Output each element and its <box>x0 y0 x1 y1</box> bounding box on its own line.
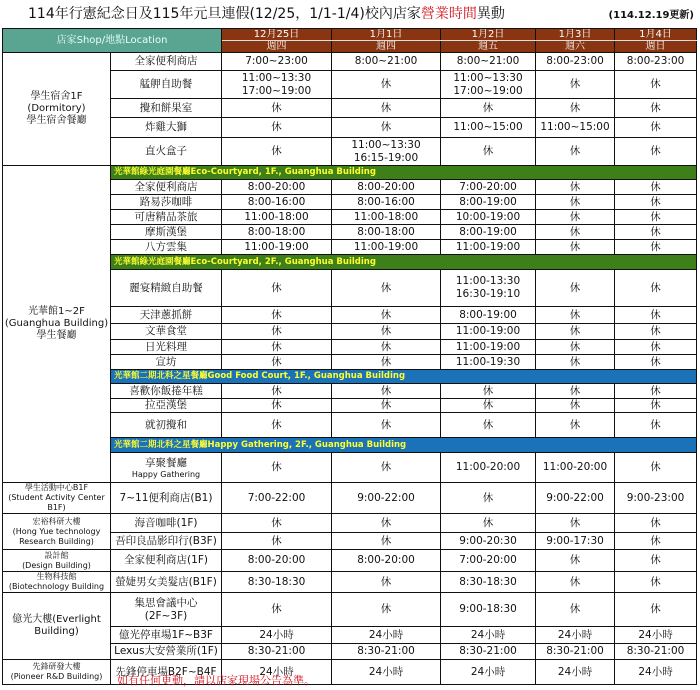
hours-cell: 8:00-19:00 <box>441 195 536 210</box>
shop-name <box>111 483 222 514</box>
hours-cell: 休 <box>441 384 536 399</box>
hours-cell: 11:00-13:30 16:30-19:10 <box>441 270 536 307</box>
shop-name-text: 文華食堂 <box>145 325 187 337</box>
shop-name <box>111 399 222 413</box>
hours-cell: 休 <box>536 138 615 166</box>
hours-cell: 休 <box>332 384 441 399</box>
hours-cell: 休 <box>536 399 615 413</box>
date-header: 1月2日 <box>441 29 536 41</box>
page-title <box>28 3 505 23</box>
hours-cell: 休 <box>615 210 697 225</box>
table-row <box>3 593 697 627</box>
hours-cell: 休 <box>615 118 697 138</box>
hours-cell: 8:30-21:00 <box>332 644 441 660</box>
shop-name-text: 螢婕男女美髮店(B1F) <box>115 575 217 588</box>
table-row <box>3 483 697 514</box>
location-header: 店家Shop/地點Location <box>3 29 222 53</box>
location-label-line: 宏裕科研大樓 <box>32 516 81 526</box>
shop-name <box>111 384 222 399</box>
location-label-line: (Biotechnology Building <box>8 582 105 591</box>
hours-cell: 11:00~15:00 <box>536 118 615 138</box>
hours-cell: 休 <box>222 99 332 118</box>
shop-name-text: 7~11便利商店(B1) <box>119 491 213 504</box>
shop-name <box>111 180 222 195</box>
hours-cell: 8:00~21:00 <box>441 53 536 71</box>
shop-name-text: 集思會議中心 (2F~3F) <box>134 596 198 622</box>
hours-cell: 8:30-21:00 <box>222 644 332 660</box>
hours-cell: 休 <box>615 399 697 413</box>
shop-name-text: 可唐精品茶旅 <box>134 210 198 223</box>
hours-cell: 休 <box>536 514 615 533</box>
shop-name-text: 億光停車場1F~B3F <box>119 628 213 641</box>
hours-cell: 24小時 <box>332 627 441 644</box>
hours-cell: 休 <box>332 340 441 355</box>
location-label-line: 學生活動中心B1F <box>24 483 89 492</box>
shop-name-text: 海音咖啡(1F) <box>134 516 198 529</box>
section-header: 光華館二期北科之星餐廳Good Food Court, 1F., Guanghua Building <box>111 370 697 384</box>
shop-name <box>111 324 222 340</box>
hours-cell: 24小時 <box>536 660 615 685</box>
hours-cell: 休 <box>441 99 536 118</box>
hours-cell: 8:30-21:00 <box>536 644 615 660</box>
hours-cell: 休 <box>536 307 615 324</box>
hours-cell: 8:00-18:00 <box>332 225 441 240</box>
hours-cell: 11:00~15:00 <box>441 118 536 138</box>
hours-cell: 休 <box>441 413 536 438</box>
shop-name-text: 艋舺自助餐 <box>139 78 193 90</box>
location-group-cell <box>3 660 111 685</box>
shop-name-text: 吾印良品影印行(B3F) <box>115 534 217 547</box>
location-label-line: Building) <box>34 626 79 637</box>
shop-name-text: 日光料理 <box>145 340 187 353</box>
hours-cell: 休 <box>536 99 615 118</box>
hours-cell: 11:00-18:00 <box>332 210 441 225</box>
date-header: 12月25日 <box>222 29 332 41</box>
hours-cell: 休 <box>332 355 441 370</box>
table-row <box>3 572 697 593</box>
hours-cell: 休 <box>615 533 697 550</box>
hours-cell: 休 <box>222 413 332 438</box>
hours-table <box>2 28 697 685</box>
section-header: 光華館二期北科之星餐廳Happy Gathering, 2F., Guanghua Building <box>111 438 697 453</box>
date-header: 1月1日 <box>332 29 441 41</box>
header-dates-row <box>3 29 697 41</box>
shop-name <box>111 644 222 660</box>
location-label-line: (Dormitory) <box>27 103 86 114</box>
hours-cell: 休 <box>332 453 441 483</box>
weekday-header: 週四 <box>332 41 441 53</box>
hours-cell: 休 <box>332 324 441 340</box>
location-label-line: 設計館 <box>44 550 69 560</box>
hours-cell: 休 <box>615 324 697 340</box>
location-group-cell <box>3 550 111 572</box>
hours-cell: 休 <box>441 138 536 166</box>
hours-cell: 休 <box>615 99 697 118</box>
date-header: 1月4日 <box>615 29 697 41</box>
location-label-line: 光華館1~2F <box>28 306 85 317</box>
hours-cell: 7:00-20:00 <box>441 550 536 572</box>
hours-cell: 8:00-19:00 <box>441 307 536 324</box>
hours-cell: 休 <box>222 453 332 483</box>
hours-cell: 8:30-21:00 <box>615 644 697 660</box>
weekday-header: 週六 <box>536 41 615 53</box>
location-label-line: 生物科技館 <box>36 572 77 581</box>
weekday-header: 週日 <box>615 41 697 53</box>
hours-cell: 休 <box>536 195 615 210</box>
location-label-line: 學生宿舍餐廳 <box>26 115 87 126</box>
location-label-line: (Hong Yue technology <box>12 526 101 536</box>
hours-cell: 休 <box>332 270 441 307</box>
shop-name <box>111 99 222 118</box>
hours-cell: 休 <box>536 324 615 340</box>
weekday-header: 週五 <box>441 41 536 53</box>
hours-cell: 8:00-16:00 <box>222 195 332 210</box>
shop-name <box>111 71 222 99</box>
shop-name <box>111 572 222 593</box>
shop-name-text: 麗宴精緻自助餐 <box>129 281 203 294</box>
hours-cell: 11:00-19:00 <box>441 340 536 355</box>
hours-cell: 休 <box>332 413 441 438</box>
shop-name-text: Lexus大安營業所(1F) <box>114 645 218 657</box>
hours-cell: 9:00-22:00 <box>332 483 441 514</box>
hours-cell: 休 <box>536 593 615 627</box>
location-group-cell <box>3 593 111 660</box>
hours-cell: 休 <box>536 413 615 438</box>
hours-cell: 7:00~23:00 <box>222 53 332 71</box>
hours-cell: 8:00-18:00 <box>222 225 332 240</box>
hours-cell: 8:00-23:00 <box>615 53 697 71</box>
hours-cell: 11:00-20:00 <box>536 453 615 483</box>
hours-cell: 休 <box>615 572 697 593</box>
hours-cell: 休 <box>536 210 615 225</box>
location-group-cell <box>3 572 111 593</box>
hours-cell: 休 <box>222 340 332 355</box>
hours-cell: 8:00-19:00 <box>441 225 536 240</box>
shop-name-text: 宣坊 <box>155 355 177 368</box>
hours-cell: 休 <box>441 514 536 533</box>
hours-cell: 11:00~13:30 16:15-19:00 <box>332 138 441 166</box>
hours-cell: 8:30-18:30 <box>222 572 332 593</box>
shop-name-text: 攪和餅果室 <box>139 101 193 114</box>
hours-cell: 休 <box>441 399 536 413</box>
shop-subtitle: Happy Gathering <box>131 469 201 479</box>
hours-cell: 休 <box>536 355 615 370</box>
shop-name-text: 享聚餐廳 <box>145 456 187 469</box>
hours-cell: 休 <box>536 225 615 240</box>
hours-cell: 休 <box>222 307 332 324</box>
hours-cell: 11:00-20:00 <box>441 453 536 483</box>
hours-cell: 休 <box>222 399 332 413</box>
section-header: 光華館綠光庭園餐廳Eco-Courtyard, 1F., Guanghua Building <box>111 166 697 180</box>
hours-cell: 休 <box>332 99 441 118</box>
shop-name-text: 全家便利商店 <box>134 55 198 67</box>
hours-cell: 休 <box>615 340 697 355</box>
title-suffix: 異動 <box>476 6 505 22</box>
hours-cell: 休 <box>615 195 697 210</box>
location-group-cell <box>3 53 111 166</box>
shop-name-text: 天津蔥抓餅 <box>139 308 193 321</box>
footer-note: 如有任何更動，請以店家現場公告為準。 <box>117 674 315 687</box>
shop-name <box>111 240 222 255</box>
location-group-cell <box>3 514 111 550</box>
hours-cell: 9:00-20:30 <box>441 533 536 550</box>
shop-name <box>111 118 222 138</box>
shop-name <box>111 225 222 240</box>
hours-cell: 休 <box>222 270 332 307</box>
shop-name-text: 炸雞大獅 <box>145 121 187 133</box>
hours-cell: 休 <box>332 307 441 324</box>
hours-cell: 11:00~13:30 17:00~19:00 <box>441 71 536 99</box>
hours-cell: 休 <box>615 138 697 166</box>
shop-name <box>111 340 222 355</box>
location-label-line: (Pioneer R&D Building) <box>10 672 103 681</box>
hours-cell: 休 <box>536 71 615 99</box>
hours-cell: 8:00-16:00 <box>332 195 441 210</box>
hours-cell: 8:00-20:00 <box>332 180 441 195</box>
hours-cell: 休 <box>332 593 441 627</box>
shop-name <box>111 627 222 644</box>
section-row <box>3 166 697 180</box>
hours-cell: 8:30-18:30 <box>441 572 536 593</box>
update-date: (114.12.19更新) <box>608 10 694 21</box>
hours-cell: 休 <box>222 118 332 138</box>
hours-cell: 休 <box>615 355 697 370</box>
shop-name <box>111 514 222 533</box>
hours-cell: 24小時 <box>615 627 697 644</box>
shop-name-text: 全家便利商店(1F) <box>124 554 208 566</box>
location-label-line: 億光大樓(Everlight <box>12 614 101 625</box>
shop-name <box>111 270 222 307</box>
hours-cell: 休 <box>536 550 615 572</box>
location-label-line: (Student Activity Center B1F) <box>8 493 105 512</box>
location-label-line: 學生餐廳 <box>36 330 77 341</box>
hours-cell: 休 <box>615 225 697 240</box>
hours-cell: 休 <box>615 514 697 533</box>
hours-cell: 休 <box>536 240 615 255</box>
hours-cell: 24小時 <box>441 660 536 685</box>
hours-cell: 11:00-19:00 <box>441 324 536 340</box>
hours-cell: 11:00~13:30 17:00~19:00 <box>222 71 332 99</box>
shop-name <box>111 533 222 550</box>
shop-name-text: 路易莎咖啡 <box>139 195 193 208</box>
date-header: 1月3日 <box>536 29 615 41</box>
hours-cell: 休 <box>536 384 615 399</box>
hours-cell: 休 <box>222 514 332 533</box>
table-row <box>3 53 697 71</box>
hours-cell: 9:00-18:30 <box>441 593 536 627</box>
location-group-cell <box>3 483 111 514</box>
hours-cell: 休 <box>536 180 615 195</box>
hours-cell: 24小時 <box>332 660 441 685</box>
hours-cell: 11:00-19:30 <box>441 355 536 370</box>
hours-cell: 休 <box>615 71 697 99</box>
hours-cell: 休 <box>222 324 332 340</box>
hours-cell: 11:00-19:00 <box>441 240 536 255</box>
hours-cell: 休 <box>615 180 697 195</box>
shop-name-text: 全家便利商店 <box>134 180 198 193</box>
shop-name <box>111 210 222 225</box>
shop-name-text: 八方雲集 <box>145 240 187 253</box>
hours-cell: 11:00-19:00 <box>332 240 441 255</box>
location-label-line: (Design Building) <box>22 560 91 570</box>
shop-name-text: 直火盒子 <box>145 145 187 157</box>
hours-cell: 休 <box>332 71 441 99</box>
location-label-line: 學生宿舍1F <box>30 91 83 102</box>
hours-cell: 休 <box>332 514 441 533</box>
hours-cell: 休 <box>615 593 697 627</box>
shop-name <box>111 550 222 572</box>
hours-cell: 休 <box>615 240 697 255</box>
title-highlight: 營業時間 <box>420 6 477 22</box>
shop-name-text: 拉亞漢堡 <box>145 399 187 411</box>
hours-cell: 休 <box>615 307 697 324</box>
table-body <box>3 53 697 685</box>
hours-cell: 24小時 <box>222 660 332 685</box>
hours-cell: 7:00-20:00 <box>441 180 536 195</box>
hours-cell: 休 <box>536 270 615 307</box>
shop-name <box>111 138 222 166</box>
table-row <box>3 514 697 533</box>
shop-name <box>111 593 222 627</box>
hours-cell: 11:00-19:00 <box>222 240 332 255</box>
hours-cell: 休 <box>615 453 697 483</box>
location-label-line: Research Building) <box>19 536 94 546</box>
hours-cell: 休 <box>332 533 441 550</box>
shop-name-text: 喜歡你飯捲年糕 <box>129 384 203 397</box>
hours-cell: 8:00-23:00 <box>536 53 615 71</box>
hours-cell: 24小時 <box>222 627 332 644</box>
hours-cell: 休 <box>332 399 441 413</box>
hours-cell: 休 <box>222 138 332 166</box>
hours-cell: 8:00-20:00 <box>222 180 332 195</box>
hours-cell: 24小時 <box>615 660 697 685</box>
hours-cell: 休 <box>222 533 332 550</box>
hours-cell: 休 <box>615 270 697 307</box>
shop-name-text: 就初攪和 <box>145 418 187 431</box>
shop-name <box>111 355 222 370</box>
hours-cell: 8:00-20:00 <box>332 550 441 572</box>
hours-cell: 8:30-21:00 <box>441 644 536 660</box>
hours-cell: 休 <box>441 483 536 514</box>
hours-cell: 休 <box>332 572 441 593</box>
hours-cell: 休 <box>536 340 615 355</box>
shop-name <box>111 413 222 438</box>
hours-cell: 8:00-20:00 <box>222 550 332 572</box>
table-row <box>3 660 697 685</box>
shop-name-text: 先鋒停車場B2F~B4F <box>115 665 217 678</box>
shop-name-text: 摩斯漢堡 <box>145 225 187 238</box>
hours-cell: 24小時 <box>441 627 536 644</box>
shop-name <box>111 53 222 71</box>
hours-cell: 9:00-22:00 <box>536 483 615 514</box>
hours-cell: 休 <box>222 384 332 399</box>
hours-cell: 休 <box>332 118 441 138</box>
hours-cell: 休 <box>222 355 332 370</box>
hours-cell: 休 <box>536 572 615 593</box>
hours-cell: 8:00~21:00 <box>332 53 441 71</box>
hours-cell: 休 <box>615 550 697 572</box>
hours-cell: 24小時 <box>536 627 615 644</box>
section-header: 光華館綠光庭園餐廳Eco-Courtyard, 2F., Guanghua Building <box>111 255 697 270</box>
hours-cell: 9:00-23:00 <box>615 483 697 514</box>
shop-name <box>111 453 222 483</box>
hours-cell: 休 <box>222 593 332 627</box>
weekday-header: 週四 <box>222 41 332 53</box>
shop-name <box>111 307 222 324</box>
hours-cell: 7:00-22:00 <box>222 483 332 514</box>
location-label-line: 先鋒研發大樓 <box>32 662 81 671</box>
hours-cell: 9:00-17:30 <box>536 533 615 550</box>
hours-cell: 10:00-19:00 <box>441 210 536 225</box>
location-label-line: (Guanghua Building) <box>4 318 109 329</box>
shop-name <box>111 195 222 210</box>
table-row <box>3 550 697 572</box>
title-text: 114年行憲紀念日及115年元旦連假(12/25，1/1-1/4)校內店家 <box>28 6 421 22</box>
hours-cell: 休 <box>615 384 697 399</box>
hours-cell: 11:00-18:00 <box>222 210 332 225</box>
hours-cell: 休 <box>615 413 697 438</box>
location-group-cell <box>3 166 111 483</box>
